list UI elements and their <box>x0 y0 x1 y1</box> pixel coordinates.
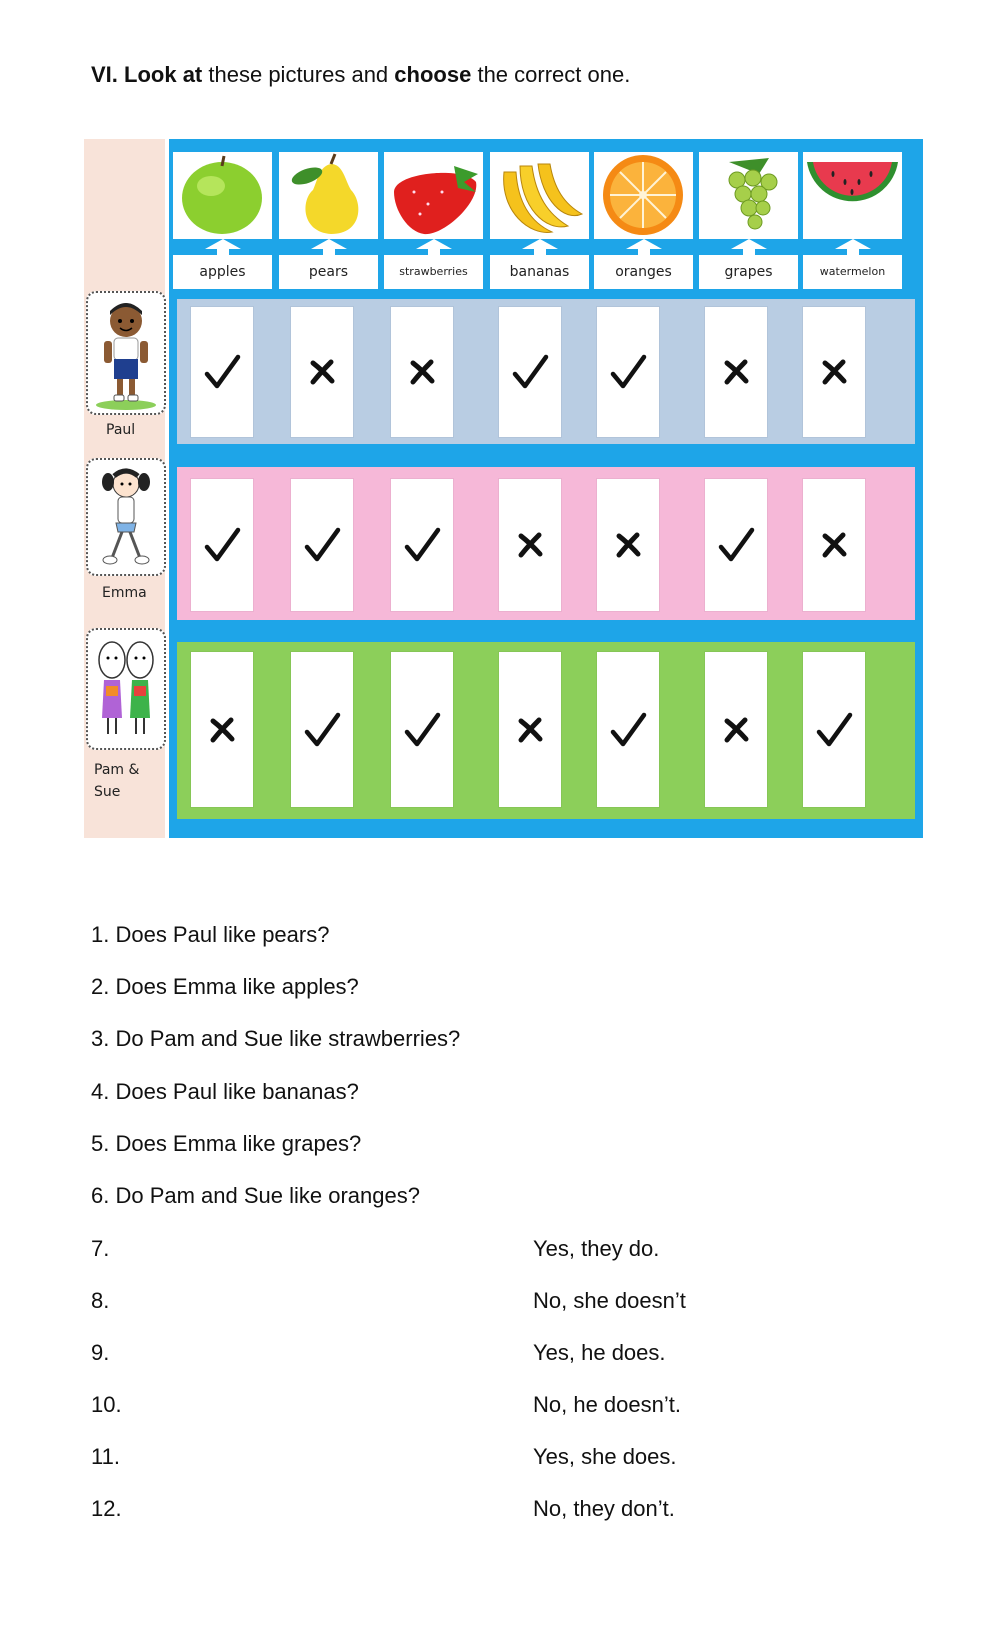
emma-picture <box>86 458 166 576</box>
cross-icon <box>614 531 642 559</box>
answer-number-10: 10. <box>91 1392 122 1417</box>
paul-row <box>177 299 915 444</box>
answer-card <box>705 307 767 437</box>
banana-cell <box>490 152 589 239</box>
arrow-up-icon <box>309 239 349 255</box>
cross-icon <box>722 358 750 386</box>
answer-number-8: 8. <box>91 1288 110 1313</box>
answer-card <box>499 307 561 437</box>
apple-cell <box>173 152 272 239</box>
answer-text-9: Yes, he does. <box>533 1340 666 1365</box>
checkmark-icon <box>302 525 342 565</box>
arrow-up-icon <box>833 239 873 255</box>
answer-card <box>391 652 453 807</box>
checkmark-icon <box>202 352 242 392</box>
people-column <box>84 139 165 838</box>
fruit-label-watermelon: watermelon <box>803 255 902 289</box>
pam-and-sue-picture <box>86 628 166 750</box>
answer-number-11: 11. <box>91 1444 120 1469</box>
answer-card <box>597 307 659 437</box>
checkmark-icon <box>510 352 550 392</box>
question-4: 4. Does Paul like bananas? <box>91 1079 359 1104</box>
checkmark-icon <box>608 710 648 750</box>
fruit-grid <box>169 139 923 838</box>
answer-number-12: 12. <box>91 1496 122 1521</box>
answer-text-10: No, he doesn’t. <box>533 1392 681 1417</box>
fruit-label-apples: apples <box>173 255 272 289</box>
answer-card <box>191 307 253 437</box>
answer-card <box>499 479 561 611</box>
apple-icon <box>173 152 272 239</box>
orange-cell <box>594 152 693 239</box>
instruction-number: VI. <box>91 62 118 87</box>
answer-card <box>705 479 767 611</box>
fruit-label-grapes: grapes <box>699 255 798 289</box>
fruit-label-oranges: oranges <box>594 255 693 289</box>
watermelon-icon <box>803 152 902 239</box>
arrow-up-icon <box>729 239 769 255</box>
instruction-text-2: the correct one. <box>477 62 631 87</box>
fruit-label-pears: pears <box>279 255 378 289</box>
banana-icon <box>490 152 589 239</box>
answer-card <box>803 479 865 611</box>
answer-card <box>191 479 253 611</box>
checkmark-icon <box>814 710 854 750</box>
checkmark-icon <box>402 525 442 565</box>
answer-card <box>191 652 253 807</box>
grapes-icon <box>699 152 798 239</box>
orange-icon <box>594 152 693 239</box>
cross-icon <box>308 358 336 386</box>
answer-card <box>803 307 865 437</box>
answer-text-7: Yes, they do. <box>533 1236 660 1261</box>
cross-icon <box>722 716 750 744</box>
instruction-heading <box>91 62 630 88</box>
answer-card <box>803 652 865 807</box>
answer-text-11: Yes, she does. <box>533 1444 677 1469</box>
answer-card <box>597 479 659 611</box>
answer-card <box>291 479 353 611</box>
person-name-sue-line: Sue <box>94 784 121 800</box>
question-1: 1. Does Paul like pears? <box>91 922 330 947</box>
answer-text-12: No, they don’t. <box>533 1496 675 1521</box>
question-3: 3. Do Pam and Sue like strawberries? <box>91 1026 461 1051</box>
answer-card <box>391 307 453 437</box>
answer-number-9: 9. <box>91 1340 110 1365</box>
girl-figure-icon <box>88 460 164 574</box>
strawberry-icon <box>384 152 483 239</box>
person-name-pam-line: Pam & <box>94 762 140 778</box>
answer-card <box>597 652 659 807</box>
checkmark-icon <box>608 352 648 392</box>
checkmark-icon <box>402 710 442 750</box>
checkmark-icon <box>302 710 342 750</box>
instruction-bold-choose: choose <box>394 62 472 87</box>
watermelon-cell <box>803 152 902 239</box>
strawberry-cell <box>384 152 483 239</box>
fruit-label-bananas: bananas <box>490 255 589 289</box>
answer-card <box>705 652 767 807</box>
pear-cell <box>279 152 378 239</box>
answer-card <box>499 652 561 807</box>
cross-icon <box>516 716 544 744</box>
two-girls-figure-icon <box>88 630 164 748</box>
pear-icon <box>279 152 378 239</box>
person-name-emma: Emma <box>102 585 147 601</box>
grapes-cell <box>699 152 798 239</box>
boy-figure-icon <box>88 293 164 413</box>
checkmark-icon <box>202 525 242 565</box>
instruction-bold-look: Look at <box>124 62 203 87</box>
question-6: 6. Do Pam and Sue like oranges? <box>91 1183 420 1208</box>
fruit-label-strawberries: strawberries <box>384 255 483 289</box>
cross-icon <box>208 716 236 744</box>
cross-icon <box>408 358 436 386</box>
cross-icon <box>820 358 848 386</box>
arrow-up-icon <box>203 239 243 255</box>
answer-text-8: No, she doesn’t <box>533 1288 686 1313</box>
likes-chart <box>84 139 923 838</box>
answer-number-7: 7. <box>91 1236 110 1261</box>
person-name-paul: Paul <box>106 422 136 438</box>
cross-icon <box>516 531 544 559</box>
question-2: 2. Does Emma like apples? <box>91 974 359 999</box>
question-5: 5. Does Emma like grapes? <box>91 1131 362 1156</box>
person-name-pam-sue <box>94 759 139 803</box>
answer-card <box>291 652 353 807</box>
emma-row <box>177 467 915 620</box>
cross-icon <box>820 531 848 559</box>
answer-card <box>391 479 453 611</box>
paul-picture <box>86 291 166 415</box>
arrow-up-icon <box>520 239 560 255</box>
pam-sue-row <box>177 642 915 819</box>
answer-card <box>291 307 353 437</box>
arrow-up-icon <box>624 239 664 255</box>
instruction-text-1: these pictures and <box>208 62 389 87</box>
arrow-up-icon <box>414 239 454 255</box>
checkmark-icon <box>716 525 756 565</box>
